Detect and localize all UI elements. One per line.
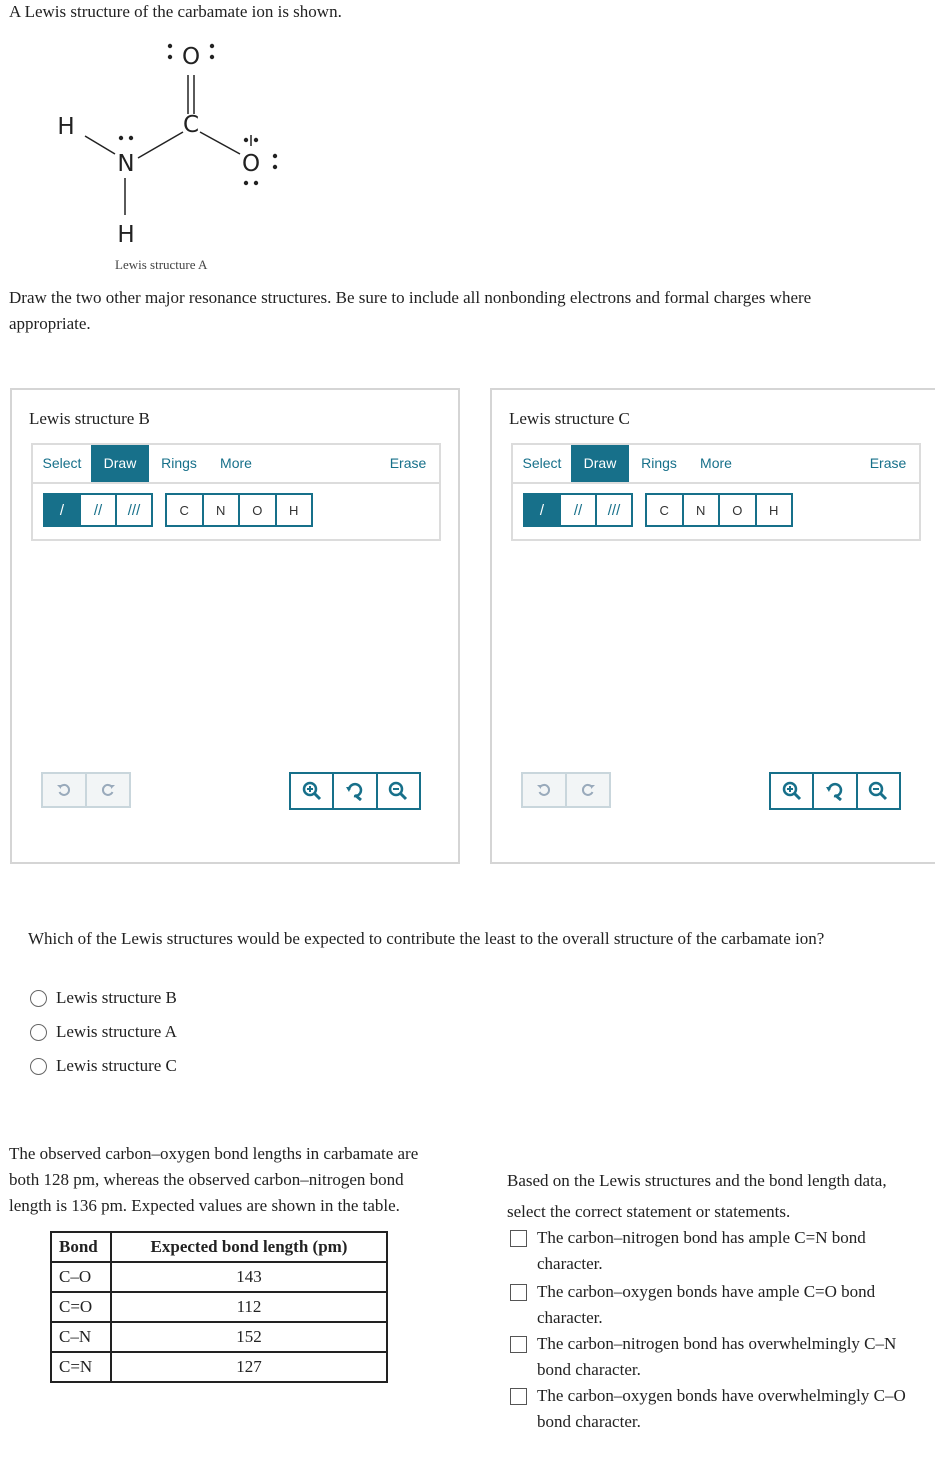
tab-rings[interactable]: Rings xyxy=(161,455,197,471)
table-row xyxy=(51,1322,387,1352)
statement-option[interactable] xyxy=(510,1225,925,1277)
atom-o-button[interactable]: O xyxy=(720,495,757,525)
tab-draw[interactable]: Draw xyxy=(571,445,629,482)
atom-h-button[interactable]: H xyxy=(289,502,299,518)
statement-label: The carbon–nitrogen bond has ample C=N bond character. xyxy=(537,1228,866,1273)
atom-o-button[interactable]: O xyxy=(240,495,277,525)
zoom-in-icon[interactable] xyxy=(291,774,334,808)
table-row xyxy=(51,1262,387,1292)
length-cell: 127 xyxy=(111,1352,387,1382)
atom-c-button[interactable]: C xyxy=(647,495,684,525)
checkbox[interactable] xyxy=(510,1388,527,1405)
tab-more[interactable]: More xyxy=(220,455,252,471)
tab-select[interactable]: Select xyxy=(42,455,82,471)
lewis-a-caption: Lewis structure A xyxy=(115,257,208,272)
bond-cell: C=N xyxy=(51,1352,111,1382)
table-row xyxy=(51,1292,387,1322)
drawing-panel-c[interactable] xyxy=(490,388,935,864)
bond-cell: C–O xyxy=(51,1262,111,1292)
atom-h-button[interactable]: H xyxy=(769,502,779,518)
toolbar-tabs xyxy=(33,445,439,484)
header-length: Expected bond length (pm) xyxy=(111,1232,387,1262)
zoom-out-icon[interactable] xyxy=(378,774,419,808)
atom-n: N xyxy=(117,151,135,177)
atom-n-button[interactable]: N xyxy=(684,495,721,525)
option-label: Lewis structure B xyxy=(56,988,177,1007)
double-bond-button[interactable]: // xyxy=(561,495,597,525)
atom-h-bottom: H xyxy=(117,222,135,248)
undo-icon[interactable] xyxy=(523,774,567,806)
single-bond-button[interactable]: / xyxy=(45,495,81,525)
undo-redo-group xyxy=(521,772,611,808)
statement-option[interactable] xyxy=(510,1331,925,1383)
undo-icon[interactable] xyxy=(43,774,87,806)
atom-c-button[interactable]: C xyxy=(167,495,204,525)
panel-title: Lewis structure B xyxy=(29,409,150,428)
zoom-group xyxy=(769,772,901,810)
length-cell: 152 xyxy=(111,1322,387,1352)
option-label: Lewis structure A xyxy=(56,1022,177,1041)
bond-length-table xyxy=(50,1231,388,1383)
bond-cell: C=O xyxy=(51,1292,111,1322)
redo-icon[interactable] xyxy=(567,774,609,806)
statement-label: The carbon–nitrogen bond has overwhelmingly C–N bond character. xyxy=(537,1334,897,1379)
header-bond: Bond xyxy=(51,1232,111,1262)
table-row xyxy=(51,1352,387,1382)
statement-instructions: Based on the Lewis structures and the bond length data, select the correct statement or statements. xyxy=(507,1171,887,1221)
atom-tool-group xyxy=(165,493,313,527)
atom-o-top: O xyxy=(181,44,201,70)
statement-option[interactable] xyxy=(510,1279,925,1331)
drawing-panel-b[interactable] xyxy=(10,388,460,864)
tab-select[interactable]: Select xyxy=(522,455,562,471)
zoom-reset-icon[interactable] xyxy=(814,774,857,808)
tab-more[interactable]: More xyxy=(700,455,732,471)
radio-button[interactable] xyxy=(30,990,47,1007)
checkbox[interactable] xyxy=(510,1336,527,1353)
bond-length-description: The observed carbon–oxygen bond lengths in carbamate are both 128 pm, whereas the observed carbon–nitrogen bond length is 136 pm. Expected values are shown in the table. xyxy=(9,1144,419,1215)
bond-tool-group xyxy=(523,493,633,527)
bond-tool-group xyxy=(43,493,153,527)
drawing-toolbar xyxy=(511,443,921,541)
option-lewis-c[interactable] xyxy=(30,1054,177,1078)
toolbar-tabs xyxy=(513,445,919,484)
length-cell: 143 xyxy=(111,1262,387,1292)
question-text: Which of the Lewis structures would be expected to contribute the least to the overall structure of the carbamate ion? xyxy=(28,929,825,948)
atom-c: C xyxy=(182,112,200,138)
radio-button[interactable] xyxy=(30,1024,47,1041)
option-lewis-a[interactable] xyxy=(30,1020,177,1044)
triple-bond-button[interactable]: /// xyxy=(607,501,621,519)
bond-cell: C–N xyxy=(51,1322,111,1352)
zoom-in-icon[interactable] xyxy=(771,774,814,808)
erase-button[interactable]: Erase xyxy=(389,455,427,471)
erase-button[interactable]: Erase xyxy=(869,455,907,471)
zoom-reset-icon[interactable] xyxy=(334,774,377,808)
tab-draw[interactable]: Draw xyxy=(91,445,149,482)
panel-title: Lewis structure C xyxy=(509,409,630,428)
radio-button[interactable] xyxy=(30,1058,47,1075)
checkbox[interactable] xyxy=(510,1284,527,1301)
length-cell: 112 xyxy=(111,1292,387,1322)
atom-o-right: O xyxy=(241,151,261,177)
option-label: Lewis structure C xyxy=(56,1056,177,1075)
redo-icon[interactable] xyxy=(87,774,129,806)
undo-redo-group xyxy=(41,772,131,808)
instructions-text: Draw the two other major resonance structures. Be sure to include all nonbonding electrons and formal charges where appropriate. xyxy=(9,288,812,333)
statement-label: The carbon–oxygen bonds have overwhelmingly C–O bond character. xyxy=(537,1386,906,1431)
atom-n-button[interactable]: N xyxy=(204,495,241,525)
tab-rings[interactable]: Rings xyxy=(641,455,677,471)
statement-label: The carbon–oxygen bonds have ample C=O bond character. xyxy=(537,1282,876,1327)
statement-option[interactable] xyxy=(510,1383,925,1435)
triple-bond-button[interactable]: /// xyxy=(127,501,141,519)
intro-text: A Lewis structure of the carbamate ion is shown. xyxy=(9,2,342,21)
double-bond-button[interactable]: // xyxy=(81,495,117,525)
checkbox[interactable] xyxy=(510,1230,527,1247)
atom-h-left: H xyxy=(57,114,75,140)
zoom-out-icon[interactable] xyxy=(858,774,899,808)
drawing-toolbar xyxy=(31,443,441,541)
table-header-row xyxy=(51,1232,387,1262)
lewis-structure-a-diagram xyxy=(40,30,300,260)
zoom-group xyxy=(289,772,421,810)
option-lewis-b[interactable] xyxy=(30,986,177,1010)
atom-tool-group xyxy=(645,493,793,527)
single-bond-button[interactable]: / xyxy=(525,495,561,525)
